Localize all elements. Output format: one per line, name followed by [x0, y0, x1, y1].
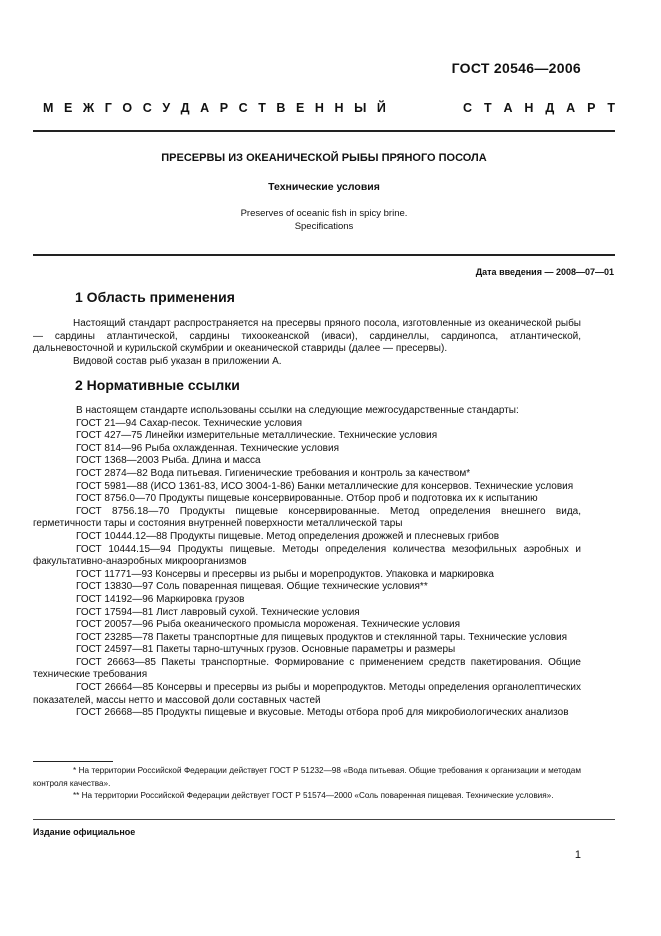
- banner-word-standard: [463, 101, 615, 115]
- reference-item: ГОСТ 5981—88 (ИСО 1361-83, ИСО 3004-1-86) Банки металлические для консервов. Технические условия: [76, 480, 574, 492]
- banner-letter: Р: [587, 101, 596, 115]
- reference-item: ГОСТ 26663—85 Пакеты транспортные. Формирование с применением средств пакетирования. Общие технические требования: [33, 656, 581, 681]
- document-subtitle: Технические условия: [268, 181, 380, 193]
- banner-letter: У: [162, 101, 171, 115]
- banner-letter: Н: [334, 101, 344, 115]
- english-title-line1: Preserves of oceanic fish in spicy brine.: [240, 208, 408, 219]
- interstate-standard-banner: [43, 101, 615, 115]
- reference-item: ГОСТ 23285—78 Пакеты транспортные для пищевых продуктов и стеклянной тары. Технические условия: [76, 631, 568, 643]
- official-edition-label: Издание официальное: [33, 827, 136, 837]
- reference-item: ГОСТ 10444.12—88 Продукты пищевые. Метод определения дрожжей и плесневых грибов: [76, 530, 500, 542]
- reference-item: ГОСТ 8756.0—70 Продукты пищевые консервированные. Отбор проб и подготовка их к испытанию: [76, 493, 538, 505]
- reference-item: ГОСТ 20057—96 Рыба океанического промысла мороженая. Технические условия: [76, 619, 460, 631]
- banner-letter: Д: [180, 101, 190, 115]
- reference-item: ГОСТ 427—75 Линейки измерительные металлические. Технические условия: [76, 430, 438, 442]
- banner-letter: М: [43, 101, 54, 115]
- banner-letter: О: [122, 101, 133, 115]
- banner-letter: Й: [376, 101, 386, 115]
- banner-word-interstate: [43, 101, 386, 115]
- reference-item: ГОСТ 14192—96 Маркировка грузов: [76, 593, 245, 605]
- reference-item: ГОСТ 814—96 Рыба охлажденная. Технические условия: [76, 442, 339, 454]
- banner-letter: С: [238, 101, 248, 115]
- reference-item: ГОСТ 17594—81 Лист лавровый сухой. Технические условия: [76, 606, 360, 618]
- reference-item: ГОСТ 11771—93 Консервы и пресервы из рыбы и морепродуктов. Упаковка и маркировка: [76, 568, 494, 580]
- footnote: * На территории Российской Федерации действует ГОСТ Р 51232—98 «Вода питьевая. Общие требования к организации и методам контроля качества».: [33, 766, 581, 788]
- normative-references-list: [33, 405, 581, 720]
- document-title: ПРЕСЕРВЫ ИЗ ОКЕАНИЧЕСКОЙ РЫБЫ ПРЯНОГО ПОСОЛА: [161, 152, 487, 164]
- banner-letter: Н: [314, 101, 324, 115]
- banner-letter: Ы: [354, 101, 367, 115]
- reference-item: ГОСТ 1368—2003 Рыба. Длина и масса: [76, 455, 261, 467]
- banner-letter: Н: [524, 101, 534, 115]
- official-edition-rule: [33, 819, 615, 820]
- english-title: [33, 207, 615, 233]
- footnote: ** На территории Российской Федерации действует ГОСТ Р 51574—2000 «Соль поваренная пищевая. Технические условия».: [73, 791, 554, 800]
- banner-letter: Т: [607, 101, 615, 115]
- section-1-paragraph: Настоящий стандарт распространяется на пресервы пряного посола, изготовленные из океанической рыбы — сардины атлантической, сардины тихоокеанской (иваси), сардинеллы, сардинопса, атлантической, дальневосточной и курильской скумбрии и океанической ставриды (далее — пресервы).: [33, 318, 581, 355]
- footnotes: [33, 765, 581, 803]
- banner-letter: В: [276, 101, 286, 115]
- banner-letter: А: [200, 101, 210, 115]
- reference-item: ГОСТ 10444.15—94 Продукты пищевые. Методы определения количества мезофильных аэробных и факультативно-анаэробных микроорганизмов: [33, 543, 581, 568]
- reference-item: ГОСТ 24597—81 Пакеты тарно-штучных грузов. Основные параметры и размеры: [76, 644, 456, 656]
- english-title-line2: Specifications: [294, 221, 354, 232]
- references-intro: В настоящем стандарте использованы ссылки на следующие межгосударственные стандарты:: [76, 405, 519, 416]
- banner-letter: А: [503, 101, 513, 115]
- section-1-paragraph: Видовой состав рыб указан в приложении А.: [73, 355, 282, 367]
- reference-item: ГОСТ 13830—97 Соль поваренная пищевая. Общие технические условия**: [76, 581, 428, 593]
- banner-letter: Г: [104, 101, 112, 115]
- reference-item: ГОСТ 21—94 Сахар-песок. Технические условия: [76, 417, 303, 429]
- banner-letter: Е: [63, 101, 73, 115]
- page-number: 1: [574, 849, 581, 861]
- banner-letter: А: [566, 101, 576, 115]
- introduction-date: Дата введения — 2008—07—01: [475, 267, 614, 277]
- reference-item: ГОСТ 26668—85 Продукты пищевые и вкусовые. Методы отбора проб для микробиологических анализов: [76, 707, 569, 719]
- banner-letter: Д: [545, 101, 555, 115]
- reference-item: ГОСТ 8756.18—70 Продукты пищевые консервированные. Метод определения внешнего вида, герметичности тары и состояния внутренней поверхности металлической тары: [33, 505, 581, 530]
- banner-letter: Ж: [82, 101, 95, 115]
- banner-letter: Е: [296, 101, 305, 115]
- footnote-separator: [33, 761, 113, 762]
- title-bottom-rule: [33, 254, 615, 256]
- section-1-body: [33, 318, 581, 368]
- banner-letter: Т: [483, 101, 492, 115]
- banner-letter: С: [463, 101, 473, 115]
- banner-letter: Р: [219, 101, 229, 115]
- section-1-heading: 1 Область применения: [75, 289, 235, 305]
- top-rule: [33, 130, 615, 132]
- reference-item: ГОСТ 2874—82 Вода питьевая. Гигиенические требования и контроль за качеством*: [76, 467, 471, 479]
- gost-number: ГОСТ 20546—2006: [451, 60, 581, 76]
- reference-item: ГОСТ 26664—85 Консервы и пресервы из рыбы и морепродуктов. Методы определения органолептических показателей, массы нетто и массовой доли составных частей: [33, 682, 581, 706]
- banner-letter: Т: [258, 101, 266, 115]
- section-2-heading: 2 Нормативные ссылки: [75, 377, 240, 393]
- banner-letter: С: [142, 101, 152, 115]
- references-container: [33, 418, 581, 720]
